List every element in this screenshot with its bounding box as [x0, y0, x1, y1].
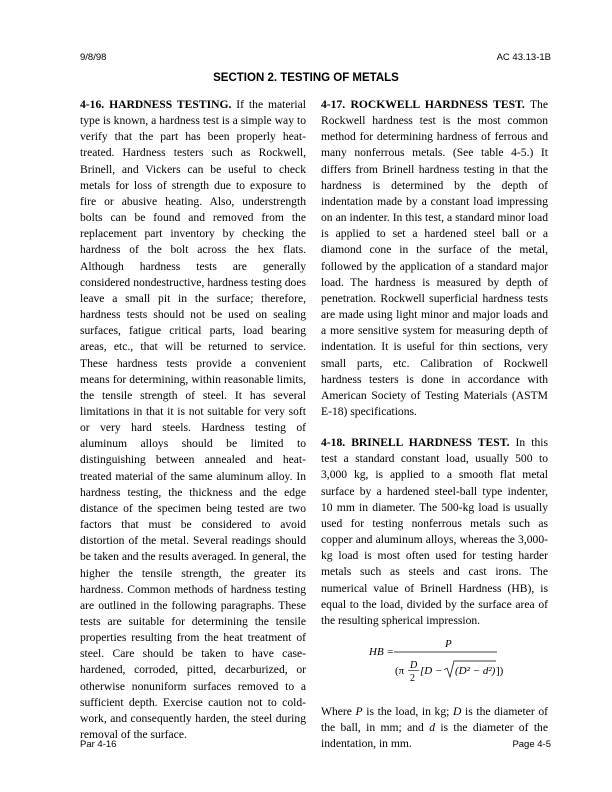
section-title: SECTION 2. TESTING OF METALS	[213, 72, 399, 84]
right-column	[321, 97, 548, 767]
formula-sqrt-argument: (D² − d²)	[455, 665, 496, 677]
formula-half-denominator: 2	[410, 673, 415, 684]
paragraph-4-16-text: If the material type is known, a hardness test is a simple way to verify that the part has been properly heat-treated. Hardness testers such as Rockwell, Brinell, and Vickers can be useful to check metals for loss of strength due to exposure to fire or abusive heating. Also, understrength bolts can be found and removed from the replacement part inventory by checking the hardness of the bolt across the hex flats. Although hardness tests are generally considered nondestructive, hardness testing does leave a small pit in the surface; therefore, hardness tests should not be used on sealing surfaces, fatigue critical parts, load bearing areas, etc., that will be returned to service. These hardness tests provide a convenient means for determining, within reasonable limits, the tensile strength of steel. It has several limitations in that it is not suitable for very soft or very hard steels. Hardness testing of aluminum alloys should be limited to distinguishing between annealed and heat-treated material of the same aluminum alloy. In hardness testing, the thickness and the edge distance of the specimen being tested are two factors that must be considered to avoid distortion of the metal. Several readings should be taken and the results averaged. In general, the higher the tensile strength, the greater its hardness. Common methods of hardness testing are outlined in the following paragraphs. These tests are suitable for determining the tensile properties resulting from the heat treatment of steel. Care should be taken to have case-hardened, corroded, pitted, decarburized, or otherwise nonuniform surfaces removed to a sufficient depth. Exercise caution not to cold-work, and consequently harden, the steel during removal of the surface.	[80, 98, 307, 742]
footer-paragraph-ref: Par 4-16	[80, 739, 117, 750]
paragraph-4-18-heading: 4-18. BRINELL HARDNESS TEST.	[321, 436, 510, 450]
where-text-4: is the diameter of the indentation, in mm.	[321, 721, 548, 751]
formula-close: ])	[496, 665, 504, 677]
paragraph-4-16	[80, 97, 306, 743]
where-text-2: is the load, in kg;	[362, 705, 453, 718]
paragraph-4-16-heading: 4-16. HARDNESS TESTING.	[80, 98, 232, 111]
where-var-p: P	[355, 705, 363, 718]
left-column	[80, 97, 306, 758]
paragraph-4-17	[321, 97, 548, 420]
where-var-d-lower: d	[429, 721, 435, 735]
formula-bracket-open: [D −	[420, 665, 443, 677]
footer-page-number: Page 4-5	[512, 739, 551, 750]
paragraph-4-17-heading: 4-17. ROCKWELL HARDNESS TEST.	[321, 98, 525, 111]
brinell-formula	[321, 635, 547, 695]
paragraph-4-17-text: The Rockwell hardness test is the most common method for determining hardness of ferrous and many nonferrous metals. (See table 4-5.) It differs from Brinell hardness testing in that the hardness is determined by the depth of indentation made by a constant load impressing on an indenter. In this test, a standard minor load is applied to set a hardened steel ball or a diamond cone in the surface of the metal, followed by the application of a standard major load. The hardness is measured by depth of penetration. Rockwell superficial hardness tests are made using light minor and major loads and a more sensitive system for measuring depth of indentation. It is useful for thin sections, very small parts, etc. Calibration of Rockwell hardness testers is done in accordance with American Society of Testing Materials (ASTM E-18) specifications.	[321, 98, 548, 418]
paragraph-4-18-text: In this test a standard constant load, usually 500 to 3,000 kg, is applied to a smooth flat metal surface by a hardened steel-ball type indenter, 10 mm in diameter. The 500-kg load is usually used for testing nonferrous metals such as copper and aluminum alloys, whereas the 3,000-kg load is most often used for testing harder metals such as steels and cast irons. The numerical value of Brinell Hardness (HB), is equal to the load, divided by the surface area of the resulting spherical impression.	[321, 436, 548, 627]
formula-half-numerator: D	[410, 660, 418, 671]
formula-pi: (π	[395, 665, 405, 677]
header-doc-id: AC 43.13-1B	[496, 52, 551, 63]
header-date: 9/8/98	[80, 52, 107, 63]
formula-lhs: HB =	[369, 646, 394, 658]
paragraph-4-18	[321, 435, 548, 629]
where-text-1: Where	[321, 705, 356, 718]
where-text-3: is the diameter of the ball, in mm; and	[321, 705, 548, 735]
where-var-d-upper: D	[453, 705, 462, 718]
formula-numerator: P	[445, 638, 452, 650]
